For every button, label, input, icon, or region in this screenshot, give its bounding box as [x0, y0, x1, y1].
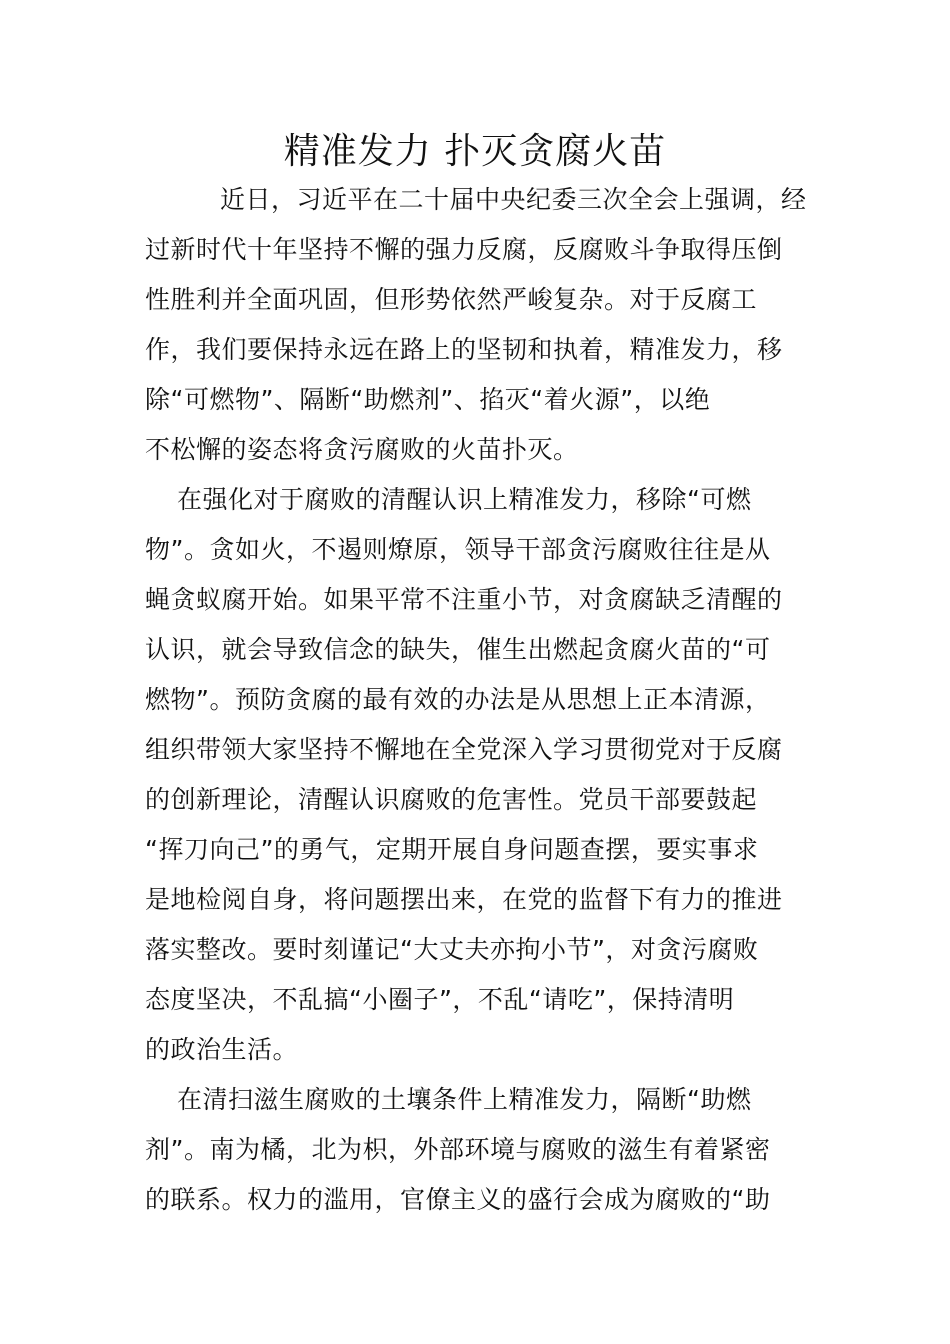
text-line: 组织带领大家坚持不懈地在全党深入学习贯彻党对于反腐 [145, 735, 783, 764]
text-line: “挥刀向己”的勇气，定期开展自身问题查摆，要实事求 [145, 835, 759, 864]
text-line: 除“可燃物”、隔断“助燃剂”、掐灭“着火源”，以绝 [145, 385, 711, 414]
text-line: 燃物”。预防贪腐的最有效的办法是从思想上正本清源， [145, 685, 771, 714]
text-line: 过新时代十年坚持不懈的强力反腐，反腐败斗争取得压倒 [145, 235, 783, 264]
text-line: 在强化对于腐败的清醒认识上精准发力，移除“可燃 [177, 485, 752, 514]
text-line: 的政治生活。 [145, 1035, 299, 1064]
text-line: 蝇贪蚁腐开始。如果平常不注重小节，对贪腐缺乏清醒的 [145, 585, 783, 614]
document-title: 精准发力 扑灭贪腐火苗 [283, 131, 667, 172]
text-line: 不松懈的姿态将贪污腐败的火苗扑灭。 [145, 435, 579, 464]
text-line: 作，我们要保持永远在路上的坚韧和执着，精准发力，移 [145, 335, 783, 364]
text-line: 近日，习近平在二十届中央纪委三次全会上强调，经 [220, 185, 807, 214]
text-line: 物”。贪如火，不遏则燎原，领导干部贪污腐败往往是从 [145, 535, 771, 564]
text-line: 的联系。权力的滥用，官僚主义的盛行会成为腐败的“助 [145, 1185, 771, 1214]
text-line: 态度坚决，不乱搞“小圈子”，不乱“请吃”，保持清明 [145, 985, 735, 1014]
text-line: 落实整改。要时刻谨记“大丈夫亦拘小节”，对贪污腐败 [145, 935, 759, 964]
text-line: 剂”。南为橘，北为枳，外部环境与腐败的滋生有着紧密 [145, 1135, 771, 1164]
text-line: 的创新理论，清醒认识腐败的危害性。党员干部要鼓起 [145, 785, 758, 814]
text-line: 是地检阅自身，将问题摆出来，在党的监督下有力的推进 [145, 885, 783, 914]
text-line: 在清扫滋生腐败的土壤条件上精准发力，隔断“助燃 [177, 1085, 752, 1114]
text-line: 认识，就会导致信念的缺失，催生出燃起贪腐火苗的“可 [145, 635, 771, 664]
text-line: 性胜利并全面巩固，但形势依然严峻复杂。对于反腐工 [145, 285, 758, 314]
